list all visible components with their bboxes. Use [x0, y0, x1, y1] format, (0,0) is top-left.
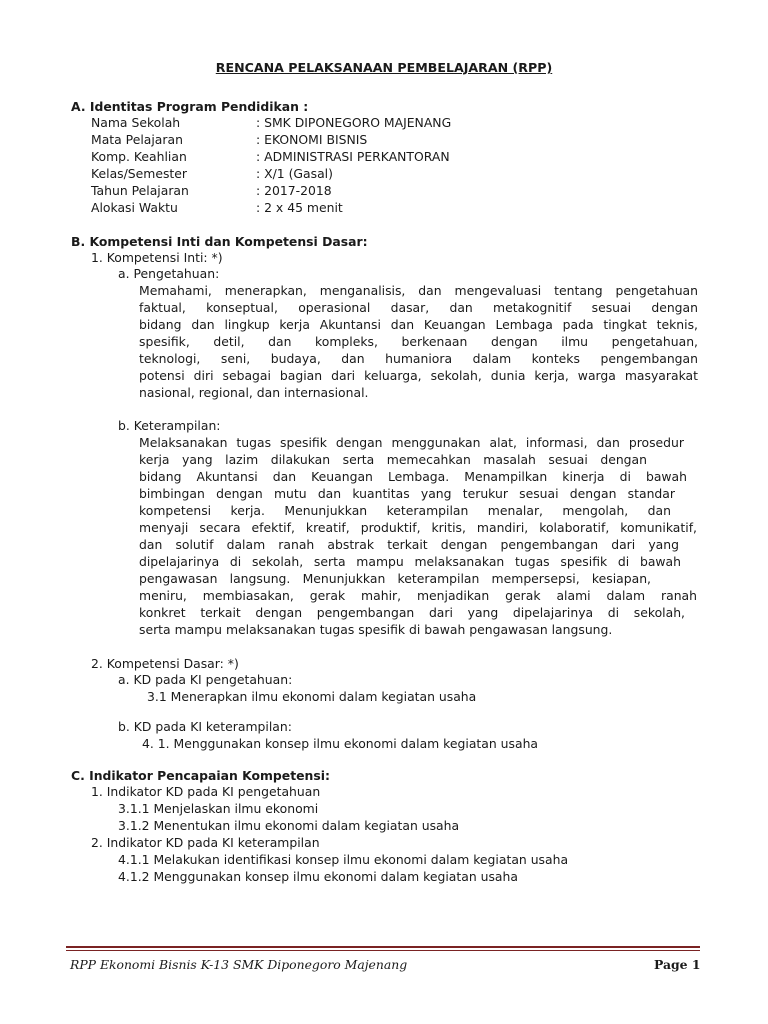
- field-value: : SMK DIPONEGORO MAJENANG: [256, 115, 452, 130]
- paragraph-line: bidang Akuntansi dan Keuangan Lembaga. Menampilkan kinerja di bawah: [139, 469, 687, 484]
- indicator-item: 3.1.1 Menjelaskan ilmu ekonomi: [118, 801, 319, 816]
- field-label: Alokasi Waktu: [91, 200, 178, 215]
- paragraph-line: kerja yang lazim dilakukan serta memecahkan masalah sesuai dengan: [139, 452, 647, 467]
- field-value: : EKONOMI BISNIS: [256, 132, 368, 147]
- kd-heading: 2. Kompetensi Dasar: *): [91, 656, 239, 671]
- paragraph-line: dipelajarinya di sekolah, serta mampu melaksanakan tugas spesifik di bawah: [139, 554, 681, 569]
- kd-b-heading: b. KD pada KI keterampilan:: [118, 719, 292, 734]
- kd-b-item: 4. 1. Menggunakan konsep ilmu ekonomi dalam kegiatan usaha: [142, 736, 539, 751]
- field-label: Komp. Keahlian: [91, 149, 187, 164]
- section-b-heading: B. Kompetensi Inti dan Kompetensi Dasar:: [71, 234, 368, 249]
- footer-rule: [66, 950, 700, 951]
- ki-b-heading: b. Keterampilan:: [118, 418, 221, 433]
- paragraph-line: faktual, konseptual, operasional dasar, dan metakognitif sesuai dengan: [139, 300, 698, 315]
- indicator-item: 3.1.2 Menentukan ilmu ekonomi dalam kegiatan usaha: [118, 818, 460, 833]
- paragraph-line: menyaji secara efektif, kreatif, produktif, kritis, mandiri, kolaboratif, komunikatif,: [139, 520, 697, 535]
- paragraph-line: kompetensi kerja. Menunjukkan keterampilan menalar, mengolah, dan: [139, 503, 671, 518]
- paragraph-line: serta mampu melaksanakan tugas spesifik di bawah pengawasan langsung.: [139, 622, 613, 637]
- indicator-heading: 2. Indikator KD pada KI keterampilan: [91, 835, 320, 850]
- paragraph-line: bimbingan dengan mutu dan kuantitas yang terukur sesuai dengan standar: [139, 486, 675, 501]
- indicator-item: 4.1.2 Menggunakan konsep ilmu ekonomi dalam kegiatan usaha: [118, 869, 518, 884]
- kd-a-item: 3.1 Menerapkan ilmu ekonomi dalam kegiatan usaha: [147, 689, 477, 704]
- paragraph-line: konkret terkait dengan pengembangan dari yang dipelajarinya di sekolah,: [139, 605, 685, 620]
- ki-heading: 1. Kompetensi Inti: *): [91, 250, 223, 265]
- field-label: Mata Pelajaran: [91, 132, 183, 147]
- field-label: Tahun Pelajaran: [91, 183, 189, 198]
- paragraph-line: pengawasan langsung. Menunjukkan keterampilan mempersepsi, kesiapan,: [139, 571, 651, 586]
- footer-text: RPP Ekonomi Bisnis K-13 SMK Diponegoro Majenang: [70, 957, 408, 972]
- paragraph-line: meniru, membiasakan, gerak mahir, menjadikan gerak alami dalam ranah: [139, 588, 697, 603]
- field-label: Nama Sekolah: [91, 115, 181, 130]
- section-c-heading: C. Indikator Pencapaian Kompetensi:: [71, 768, 330, 783]
- paragraph-line: potensi diri sebagai bagian dari keluarga, sekolah, dunia kerja, warga masyarakat: [139, 368, 698, 383]
- field-value: : 2 x 45 menit: [256, 200, 343, 215]
- paragraph-line: teknologi, seni, budaya, dan humaniora dalam konteks pengembangan: [139, 351, 698, 366]
- field-value: : ADMINISTRASI PERKANTORAN: [256, 149, 450, 164]
- indicator-item: 4.1.1 Melakukan identifikasi konsep ilmu ekonomi dalam kegiatan usaha: [118, 852, 569, 867]
- paragraph-line: bidang dan lingkup kerja Akuntansi dan Keuangan Lembaga pada tingkat teknis,: [139, 317, 698, 332]
- document-title: RENCANA PELAKSANAAN PEMBELAJARAN (RPP): [215, 60, 553, 75]
- footer-rule: [66, 946, 700, 948]
- paragraph-line: dan solutif dalam ranah abstrak terkait dengan pengembangan dari yang: [139, 537, 679, 552]
- field-value: : X/1 (Gasal): [256, 166, 333, 181]
- paragraph-line: spesifik, detil, dan kompleks, berkenaan dengan ilmu pengetahuan,: [139, 334, 698, 349]
- field-label: Kelas/Semester: [91, 166, 188, 181]
- ki-a-heading: a. Pengetahuan:: [118, 266, 220, 281]
- page-number: Page 1: [654, 957, 701, 972]
- field-value: : 2017-2018: [256, 183, 332, 198]
- kd-a-heading: a. KD pada KI pengetahuan:: [118, 672, 293, 687]
- paragraph-line: Melaksanakan tugas spesifik dengan menggunakan alat, informasi, dan prosedur: [139, 435, 684, 450]
- indicator-heading: 1. Indikator KD pada KI pengetahuan: [91, 784, 321, 799]
- paragraph-line: nasional, regional, dan internasional.: [139, 385, 369, 400]
- paragraph-line: Memahami, menerapkan, menganalisis, dan mengevaluasi tentang pengetahuan: [139, 283, 698, 298]
- section-a-heading: A. Identitas Program Pendidikan :: [71, 99, 309, 114]
